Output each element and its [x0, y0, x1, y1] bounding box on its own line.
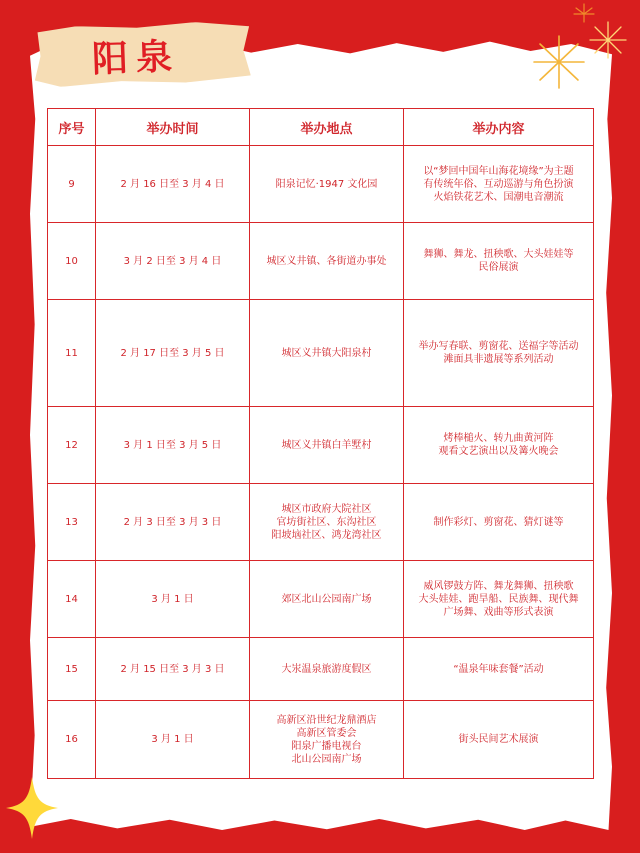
content-line: 大头娃娃、跑旱船、民族舞、现代舞 — [418, 593, 579, 605]
fireworks-icon — [504, 0, 634, 110]
content-line: 以“梦回中国年山海花境缘”为主题 — [423, 165, 574, 177]
table-row — [48, 701, 594, 779]
row-index: 10 — [48, 223, 96, 300]
place-line: 城区义井镇、各街道办事处 — [266, 255, 387, 267]
place-line: 郊区北山公园南广场 — [281, 593, 372, 605]
row-index: 12 — [48, 407, 96, 484]
place-line: 城区市政府大院社区 — [281, 503, 372, 515]
header-place: 举办地点 — [250, 109, 404, 146]
row-place — [250, 701, 404, 779]
row-content — [404, 701, 594, 779]
header-index: 序号 — [48, 109, 96, 146]
row-time: 2 月 15 日至 3 月 3 日 — [96, 638, 250, 701]
row-place — [250, 223, 404, 300]
place-line: 大汖温泉旅游度假区 — [281, 663, 372, 675]
row-place — [250, 407, 404, 484]
page-title: 阳泉 — [91, 36, 181, 81]
row-time: 2 月 17 日至 3 月 5 日 — [96, 300, 250, 407]
header-time: 举办时间 — [96, 109, 250, 146]
sparkle-icon — [6, 777, 58, 839]
content-line: 滩面具非遗展等系列活动 — [443, 354, 554, 365]
row-content — [404, 407, 594, 484]
content-line: 民俗展演 — [478, 262, 519, 273]
row-index: 11 — [48, 300, 96, 407]
place-line: 城区义井镇白羊墅村 — [281, 439, 372, 451]
place-line: 阳坡垴社区、鸿龙湾社区 — [271, 529, 382, 541]
row-content — [404, 300, 594, 407]
place-line: 官坊街社区、东沟社区 — [276, 516, 377, 528]
row-index: 14 — [48, 561, 96, 638]
place-line: 高新区沿世纪龙鼎酒店 — [276, 714, 377, 726]
row-place — [250, 146, 404, 223]
row-index: 15 — [48, 638, 96, 701]
row-content — [404, 146, 594, 223]
table-row — [48, 407, 594, 484]
place-line: 阳泉广播电视台 — [291, 740, 362, 752]
row-place — [250, 638, 404, 701]
place-line: 北山公园南广场 — [291, 753, 362, 765]
table-header-row — [48, 109, 594, 146]
row-time: 3 月 1 日 — [96, 701, 250, 779]
content-line: 广场舞、戏曲等形式表演 — [443, 606, 554, 618]
events-table — [47, 108, 594, 779]
table-row — [48, 561, 594, 638]
content-line: 街头民间艺术展演 — [458, 734, 539, 745]
row-index: 16 — [48, 701, 96, 779]
content-line: 观看文艺演出以及篝火晚会 — [438, 446, 559, 457]
place-line: 阳泉记忆·1947 文化园 — [275, 178, 378, 190]
row-content — [404, 484, 594, 561]
content-line: 火焰铁花艺术、国潮电音潮流 — [433, 191, 564, 203]
content-line: 举办写春联、剪窗花、送福字等活动 — [418, 341, 579, 352]
row-content — [404, 223, 594, 300]
content-line: 威风锣鼓方阵、舞龙舞狮、扭秧歌 — [423, 580, 574, 592]
place-line: 城区义井镇大阳泉村 — [281, 347, 372, 359]
row-time: 2 月 3 日至 3 月 3 日 — [96, 484, 250, 561]
content-line: 烤棒槌火、转九曲黄河阵 — [443, 433, 554, 444]
header-content: 举办内容 — [404, 109, 594, 146]
row-index: 9 — [48, 146, 96, 223]
content-line: 舞狮、舞龙、扭秧歌、大头娃娃等 — [423, 249, 574, 260]
row-content — [404, 561, 594, 638]
table-row — [48, 223, 594, 300]
content-line: 有传统年俗、互动巡游与角色扮演 — [423, 178, 574, 190]
row-time: 3 月 2 日至 3 月 4 日 — [96, 223, 250, 300]
content-line: 制作彩灯、剪窗花、猜灯谜等 — [433, 516, 564, 528]
table-row — [48, 300, 594, 407]
table-row — [48, 146, 594, 223]
table-row — [48, 484, 594, 561]
row-time: 3 月 1 日 — [96, 561, 250, 638]
row-place — [250, 561, 404, 638]
table-row — [48, 638, 594, 701]
row-time: 2 月 16 日至 3 月 4 日 — [96, 146, 250, 223]
row-place — [250, 484, 404, 561]
row-place — [250, 300, 404, 407]
place-line: 高新区管委会 — [296, 727, 357, 739]
row-time: 3 月 1 日至 3 月 5 日 — [96, 407, 250, 484]
content-line: “温泉年味套餐”活动 — [453, 663, 544, 675]
row-index: 13 — [48, 484, 96, 561]
row-content — [404, 638, 594, 701]
